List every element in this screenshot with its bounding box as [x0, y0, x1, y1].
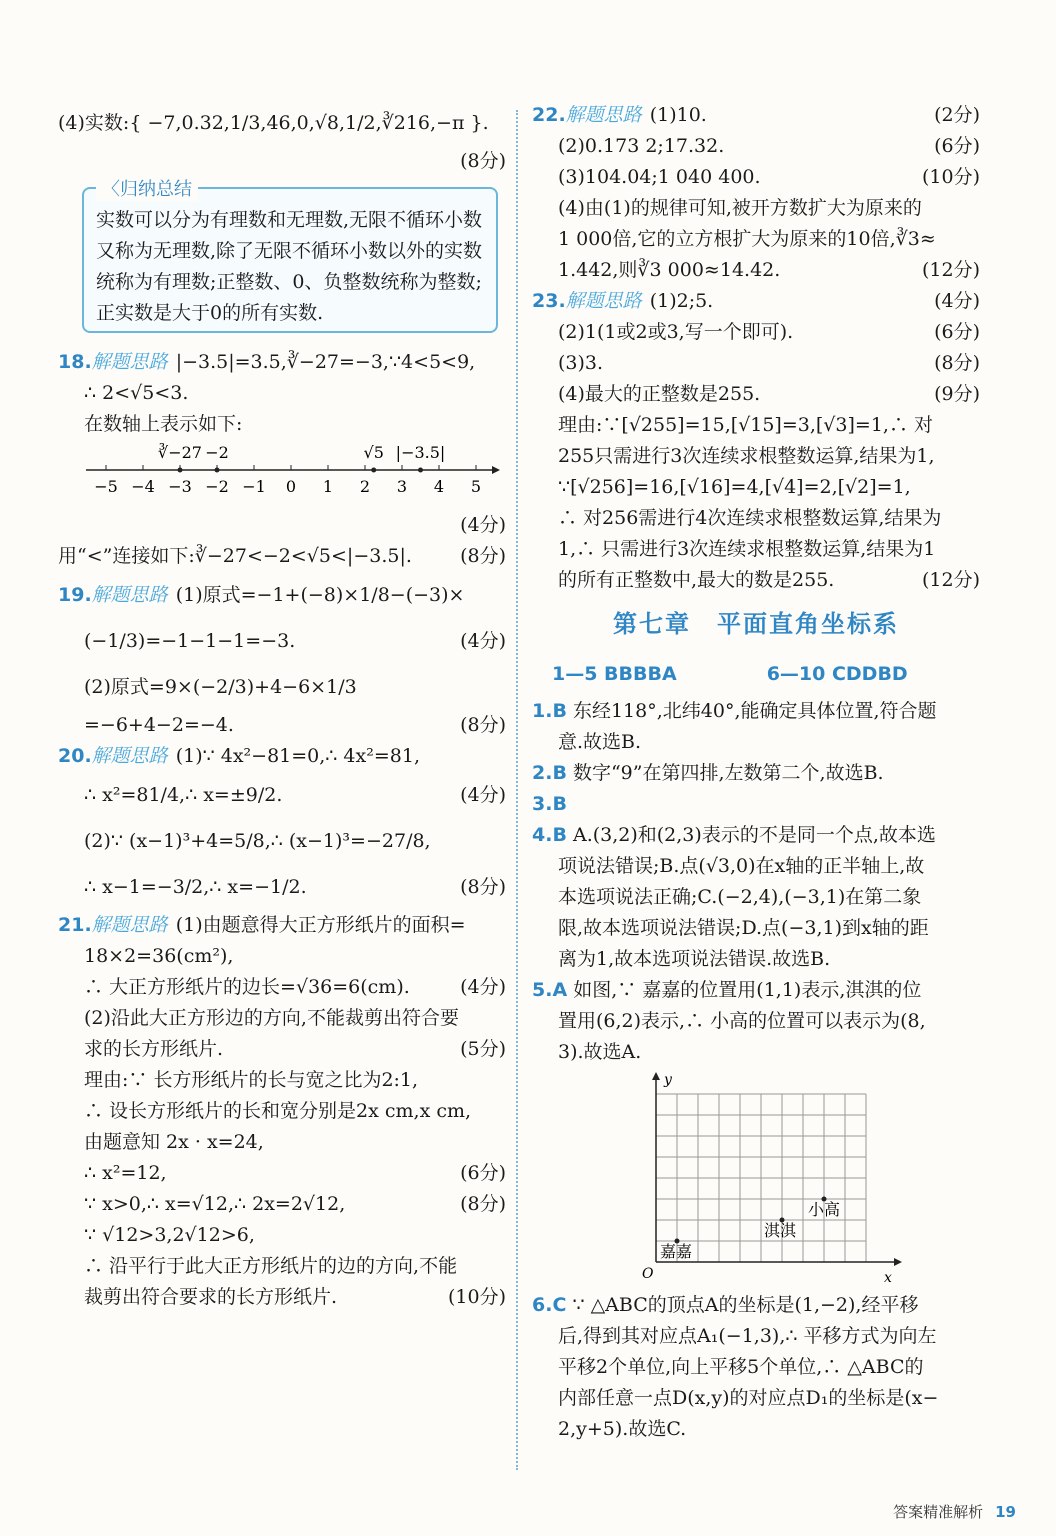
number-line-point [215, 468, 220, 473]
page-number: 19 [995, 1503, 1016, 1521]
answer-2: 2.B 数字“9”在第四排,左数第二个,故选B. [532, 762, 884, 784]
number-line [84, 440, 504, 510]
q17-score-line [58, 146, 506, 177]
q18-line: 18.解题思路 |−3.5|=3.5,∛−27=−3,∵4<5<9, [58, 351, 476, 373]
number-line-point [178, 468, 183, 473]
grid-point-qiqi: 淇淇 [764, 1221, 797, 1240]
number-line-label: −2 [205, 477, 229, 496]
number-line-label: −4 [131, 477, 155, 496]
number-line-svg [84, 440, 504, 510]
number-line-label: −1 [242, 477, 266, 496]
left-column: (4)实数:{ −7,0.32,1/3,46,0,√8,1/2,∛216,−π }. (8分) 〈归纳总结 实数可以分为有理数和无理数,无限不循环小数又称为无理数,除了无限不循环小数以外的实数统称为有理数;正整数、0、负整数统称为整数;正实数是大于0的所有实数. 18.解题思路 |−3.5|=3.5,∛−27=−3,∵4<5<9, ∴ 2<√5<3. 在数轴上表示如下: −5 −4 −3 −2 −1 0 1 2 3 4 5 ∛−27 −2 √5 |−3.5| (4分) 用“<”连接如下:∛−27<−2<√5<|−3.5|. (8分) 19.解题思路 (1)原式=−1+(−8)×1/8−(−3)× (−1/3)=−1−1−1=−3. (4分) (2)原式=9×(−2/3)+4−6×1/3 =−6+4−2=−4. (8分) 20.解题思路 (1)∵ 4x²−81=0,∴ 4x²=81, ∴ x²=81/4,∴ x=±9/2. (4分) (2)∵ (x−1)³+4=5/8,∴ (x−1)³=−27/8, ∴ x−1=−3/2,∴ x=−1/2. (8分) 21.解题思路 (1)由题意得大正方形纸片的面积= 18×2=36(cm²), ∴ 大正方形纸片的边长=√36=6(cm). (4分) (2)沿此大正方形边的方向,不能裁剪出符合要 求的长方形纸片. (5分) 理由:∵ 长方形纸片的长与宽之比为2:1, ∴ 设长方形纸片的长和宽分别是2x cm,x cm, 由题意知 2x · x=24, ∴ x²=12, (6分) ∵ x>0,∴ x=√12,∴ 2x=2√12, (8分) ∵ √12>3,2√12>6, ∴ 沿平行于此大正方形纸片的边的方向,不能 裁剪出符合要求的长方形纸片. (10分) [58, 100, 506, 1313]
number-line-label: 2 [359, 477, 371, 496]
number-line-point-label: −2 [205, 443, 229, 462]
summary-text: 实数可以分为有理数和无理数,无限不循环小数又称为无理数,除了无限不循环小数以外的实数统称为有理数;正整数、0、负整数统称为整数;正实数是大于0的所有实数. [96, 209, 483, 324]
footer-label: 答案精准解析 [893, 1503, 984, 1521]
grid-x-label: x [884, 1270, 892, 1286]
right-column: 22.解题思路 (1)10. (2分) (2)0.173 2;17.32. (6分) (3)104.04;1 040 400. (10分) (4)由(1)的规律可知,被开方数扩大为原来的 1 000倍,它的立方根扩大为原来的10倍,∛3≈ 1.442,则∛3 000≈14.42. (12分) 23.解题思路 (1)2;5. (4分) (2)1(1或2或3,写一个即可). (6分) (3)3. (8分) (4)最大的正整数是255. (9分) 理由:∵[√255]=15,[√15]=3,[√3]=1,∴ 对 255只需进行3次连续求根整数运算,结果为1, ∵[√256]=16,[√16]=4,[√4]=2,[√2]=1, ∴ 对256需进行4次连续求根整数运算,结果为 1,∴ 只需进行3次连续求根整数运算,结果为1 的所有正整数中,最大的数是255. (12分) 第七章 平面直角坐标系 1—5 BBBBA 6—10 CDDBD 1.B 东经118°,北纬40°,能确定具体位置,符合题 意.故选B. 2.B 数字“9”在第四排,左数第二个,故选B. 3.B 4.B A.(3,2)和(2,3)表示的不是同一个点,故本选 项说法错误;B.点(√3,0)在x轴的正半轴上,故 本选项说法正确;C.(−2,4),(−3,1)在第二象 限,故本选项说法错误;D.点(−3,1)到x轴的距 离为1,故本选项说法错误.故选B. 5.A 如图,∵ 嘉嘉的位置用(1,1)表示,淇淇的位 置用(6,2)表示,∴ 小高的位置可以表示为(8, 3).故选A. y x O 嘉嘉 淇淇 小高 6.C ∵ △ABC的顶点A的坐标是(1,−2),经平移 后,得到其对应点A₁(−1,3),∴ 平移方式为向左 平移2个单位,向上平移5个单位,∴ △ABC的 内部任意一点D(x,y)的对应点D₁的坐标是(x− 2,y+5).故选C. [532, 100, 980, 1445]
grid-point-jiajia: 嘉嘉 [660, 1242, 693, 1261]
number-line-label: 1 [322, 477, 334, 496]
q17-line: (4)实数:{ −7,0.32,1/3,46,0,√8,1/2,∛216,−π }. [58, 112, 489, 134]
number-line-point-label: √5 [363, 443, 384, 462]
answer-1: 1.B 东经118°,北纬40°,能确定具体位置,符合题 [532, 700, 937, 722]
answer-5: 5.A 如图,∵ 嘉嘉的位置用(1,1)表示,淇淇的位 [532, 979, 922, 1001]
column-divider [516, 110, 518, 1470]
answer-4: 4.B A.(3,2)和(2,3)表示的不是同一个点,故本选 [532, 824, 936, 846]
answer-key: 1—5 BBBBA 6—10 CDDBD [552, 663, 908, 685]
q23-line: 23.解题思路 (1)2;5. (4分) [532, 290, 980, 312]
number-line-label: −3 [168, 477, 192, 496]
summary-title: 〈归纳总结 [96, 175, 198, 201]
number-line-label: 0 [285, 477, 297, 496]
answer-6: 6.C ∵ △ABC的顶点A的坐标是(1,−2),经平移 [532, 1294, 919, 1316]
number-line-label: 5 [470, 477, 482, 496]
answer-3: 3.B [532, 793, 567, 815]
page-footer [893, 1501, 1016, 1522]
number-line-point [418, 468, 423, 473]
coordinate-grid [632, 1072, 902, 1286]
q22-line: 22.解题思路 (1)10. (2分) [532, 104, 980, 126]
number-line-point-label: |−3.5| [395, 443, 446, 462]
number-line-point [371, 468, 376, 473]
q20-line: 20.解题思路 (1)∵ 4x²−81=0,∴ 4x²=81, [58, 745, 420, 767]
number-line-point-label: ∛−27 [158, 443, 202, 462]
score: (8分) [460, 150, 506, 172]
grid-origin-label: O [642, 1266, 654, 1282]
number-line-label: 4 [433, 477, 445, 496]
number-line-label: −5 [94, 477, 118, 496]
chapter-title: 第七章 平面直角坐标系 [613, 609, 899, 638]
q21-line: 21.解题思路 (1)由题意得大正方形纸片的面积= [58, 914, 466, 936]
grid-point-xiaogao: 小高 [808, 1200, 841, 1219]
grid-svg [632, 1072, 902, 1286]
q19-line: 19.解题思路 (1)原式=−1+(−8)×1/8−(−3)× [58, 584, 465, 606]
number-line-label: 3 [396, 477, 408, 496]
grid-y-label: y [664, 1072, 672, 1088]
summary-box [82, 179, 498, 333]
